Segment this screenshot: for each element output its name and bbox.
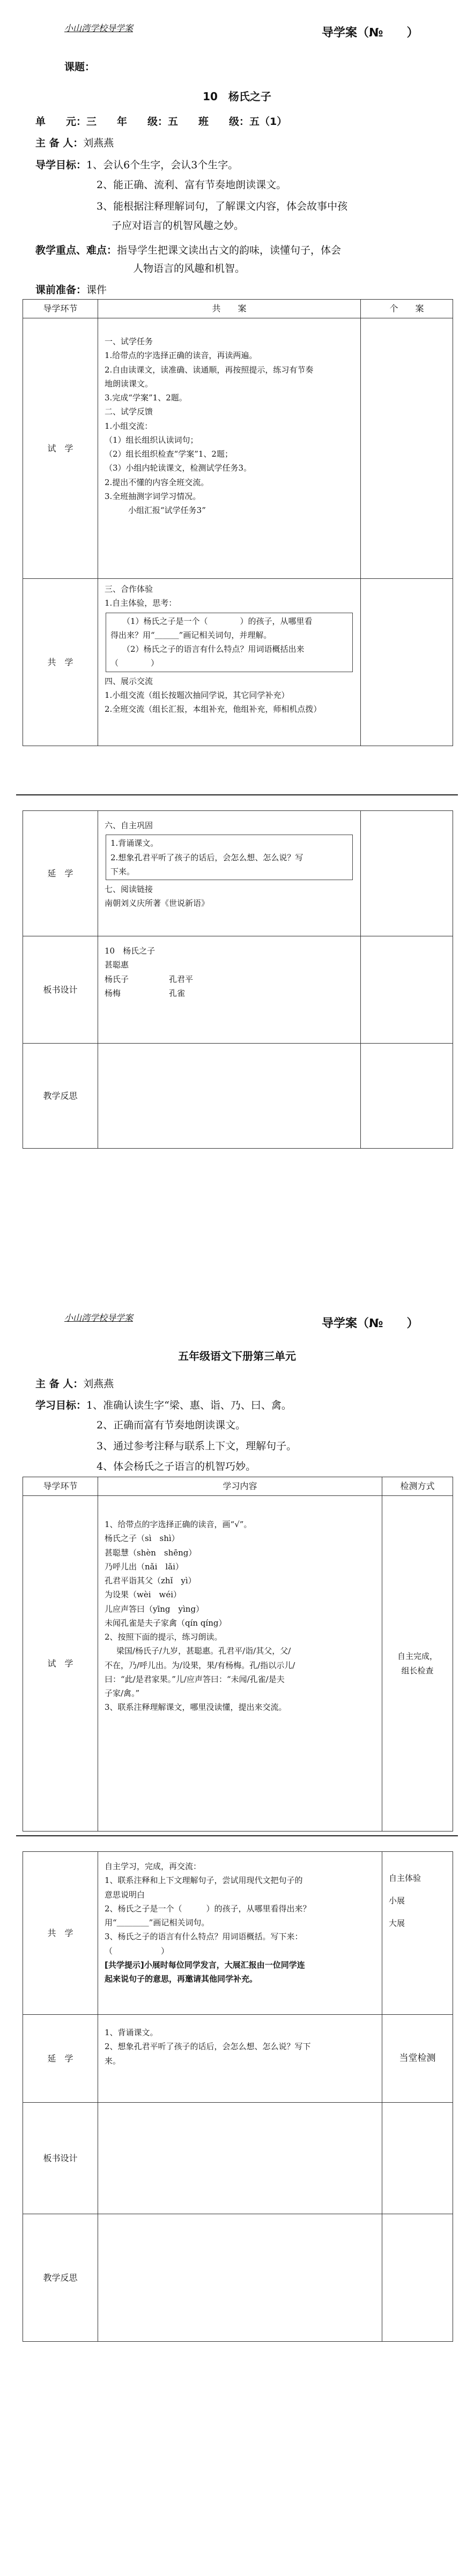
unit-text: 单 元：三 年 级：五 班 级：五（1） [35,116,287,128]
check-line: 小展 [389,1896,405,1905]
share-line: 得出来？用“＿＿＿”画记相关词句，并理解。 [110,630,272,640]
lesson-title: 10 杨氏之子 [203,90,271,103]
extend-task-box [106,835,353,880]
study-plan-table-continued [23,1851,453,2342]
share-content [98,579,361,746]
board-content [98,2103,382,2214]
preparer-label: 主 备 人： [35,1378,84,1390]
row-label-share: 共 学 [23,579,98,746]
topic-label: 课题： [64,61,95,73]
prep-text: 课件 [86,284,107,296]
share-line: 三、合作体验 [105,584,153,594]
extend-line: 七、阅读链接 [105,884,153,894]
header-individual-plan: 个 案 [361,300,453,318]
board-line: 甚聪惠 [105,960,129,970]
goals-line-1 [35,157,238,172]
preparer-line [35,1376,114,1390]
share-line: （ ） [105,1946,169,1956]
study-line: 1.小组交流： [105,421,153,431]
share-line: 2、杨氏之子是一个（ ）的孩子，从哪里看得出来？ [105,1903,311,1914]
key-label: 教学重点、难点： [35,244,117,256]
header-step: 导学环节 [23,1477,98,1496]
study-line: 梁国/杨氏子/九岁，甚聪惠。孔君平/诣/其父，父/ [116,1646,291,1656]
study-line: （2）组长组织检查“学案”1、2题； [105,449,233,459]
study-line: 不在，乃/呼儿出。为/设果，果/有杨梅。孔/指以示儿/ [105,1660,295,1670]
reflect-individual [361,1044,453,1149]
header-step: 导学环节 [23,300,98,318]
extend-line: 2、想象孔君平听了孩子的话后，会怎么想、怎么说？写下 [105,2042,311,2052]
check-line: 自主体验 [389,1873,421,1883]
extend-check: 当堂检测 [382,2015,453,2103]
study-check [382,1496,453,1832]
check-line: 大展 [389,1918,405,1928]
share-line: （2）杨氏之子的语言有什么特点？用词语概括出来 [122,644,305,654]
share-individual [361,579,453,746]
goals-line-1 [35,1397,292,1412]
school-name: 小山湾学校导学案 [64,23,134,33]
share-check [382,1852,453,2015]
row-label-board: 板书设计 [23,936,98,1044]
study-line: 乃呼儿出（nǎi lǎi） [105,1561,183,1572]
row-label-extend: 延 学 [23,2015,98,2103]
study-line: 1.给带点的字选择正确的读音，再读两遍。 [105,351,257,361]
study-line: 曰：“此/是君家果。”儿/应声答曰：“未闻/孔雀/是夫 [105,1674,285,1684]
goals-label: 导学目标： [35,159,87,171]
check-line: 自主完成， [397,1651,438,1662]
row-label-study: 试 学 [23,1496,98,1832]
extend-line: 1.背诵课文。 [110,838,159,848]
goal-text: 3、能根据注释理解词句，了解课文内容，体会故事中孩 [97,200,348,212]
study-line: 2、按照下面的提示，练习朗读。 [105,1632,223,1642]
row-label-reflect: 教学反思 [23,1044,98,1149]
board-individual [361,936,453,1044]
header-content: 学习内容 [98,1477,382,1496]
preparer-line [35,135,114,150]
share-tip: 起来说句子的意思，再邀请其他同学补充。 [105,1974,258,1984]
study-line: 3.完成“学案”1、2题。 [105,393,187,403]
row-label-share: 共 学 [23,1852,98,2015]
share-line: 用“＿＿＿＿”画记相关词句。 [105,1918,210,1927]
share-line: 1、联系注释和上下文理解句子，尝试用现代文把句子的 [105,1875,303,1886]
goal-text: 2、正确而富有节奏地朗读课文。 [97,1419,246,1431]
study-line: 杨氏之子（sì shì） [105,1533,180,1544]
unit-title: 五年级语文下册第三单元 [178,1350,296,1363]
share-line: 自主学习，完成，再交流： [105,1862,202,1871]
extend-line: 2.想象孔君平听了孩子的话后，会怎么想、怎么说？写 [110,852,303,862]
extend-line: 下来。 [110,866,135,876]
extend-individual [361,811,453,936]
study-line: （1）组长组织认读词句； [105,435,198,445]
reflect-content [98,1044,361,1149]
study-line: 为设果（wèi wéi） [105,1590,182,1600]
study-line: （3）小组内轮读课文，检测试学任务3。 [105,463,252,473]
share-line: 1.小组交流（组长按题次抽同学说，其它同学补充） [105,690,290,700]
study-line: 甚聪慧（shèn shēng） [105,1547,197,1558]
goal-text: 1、会认6个生字，会认3个生字。 [86,159,239,171]
study-line: 子家/禽。” [105,1688,140,1698]
goal-text: 2、能正确、流利、富有节奏地朗读课文。 [97,179,287,191]
school-name: 小山湾学校导学案 [64,1313,134,1323]
row-label-study: 试 学 [23,318,98,579]
check-line: 组长检查 [401,1665,434,1676]
study-individual [361,318,453,579]
extend-line: 来。 [105,2056,121,2066]
reflect-check [382,2214,453,2342]
share-line: 1.自主体验，思考： [105,598,177,608]
extend-content [98,2015,382,2103]
goal-text: 子应对语言的机智风趣之妙。 [112,220,245,232]
goal-text: 4、体会杨氏之子语言的机智巧妙。 [97,1461,256,1472]
share-content [98,1852,382,2015]
study-line: 2.提出不懂的内容全班交流。 [105,477,209,487]
extend-line: 1、背诵课文。 [105,2028,158,2037]
board-check [382,2103,453,2214]
share-line: 3、杨氏之子的语言有什么特点？用词语概括。写下来： [105,1932,303,1942]
study-line: 小组汇报“试学任务3” [128,505,206,515]
share-line: 四、展示交流 [105,676,153,686]
share-line: 意思说明白 [105,1889,145,1900]
row-label-reflect: 教学反思 [23,2214,98,2342]
goals-label: 学习目标： [35,1399,87,1411]
study-line: 3、联系注释理解课文，哪里没读懂，提出来交流。 [105,1702,287,1713]
lesson-plan-table [23,299,453,746]
board-content [98,936,361,1044]
key-line-1 [35,242,341,257]
goal-text: 1、准确认读生字“梁、惠、诣、乃、曰、禽。 [86,1399,292,1411]
study-line: 未闻孔雀是夫子家禽（qín qíng） [105,1618,227,1628]
share-tip: [共学提示]小展时每位同学发言，大展汇报由一位同学连 [105,1960,305,1970]
preparer-name: 刘燕燕 [83,137,114,149]
guide-number-label: 导学案（№ ） [322,26,419,40]
study-line: 一、试学任务 [105,337,153,346]
share-question-box [106,613,353,672]
study-line: 2.自由读课文，读准确、读通顺，再按照提示，练习有节奏 [105,364,314,375]
prep-line [35,282,107,296]
extend-line: 六、自主巩固 [105,821,153,830]
prep-label: 课前准备： [35,284,87,296]
header-check: 检测方式 [382,1477,453,1496]
key-text: 指导学生把课文读出古文的韵味，读懂句子，体会 [117,244,342,256]
share-line: （ ） [110,658,159,668]
share-line: （1）杨氏之子是一个（ ）的孩子，从哪里看 [122,616,313,626]
divider [16,1835,458,1836]
preparer-label: 主 备 人： [35,137,84,149]
share-line: 2.全班交流（组长汇报，本组补充，他组补充，师相机点拨） [105,704,322,714]
board-line: 杨氏子 孔君平 [105,974,194,984]
key-text: 人物语言的风趣和机智。 [133,263,246,274]
board-line: 杨梅 孔雀 [105,988,186,998]
lesson-plan-table-continued [23,810,453,1149]
goal-text: 3、通过参考注释与联系上下文，理解句子。 [97,1440,297,1452]
extend-line: 南朝刘义庆所著《世说新语》 [105,898,210,909]
study-plan-table [23,1477,453,1832]
row-label-extend: 延 学 [23,811,98,936]
study-line: 二、试学反馈 [105,407,153,417]
extend-content [98,811,361,936]
study-line: 孔君平诣其父（zhǐ yì） [105,1576,196,1585]
study-line: 地朗读课文。 [105,378,153,389]
unit-line [35,114,287,128]
preparer-name: 刘燕燕 [83,1378,114,1390]
study-content [98,1496,382,1832]
study-content [98,318,361,579]
study-line: 儿应声答曰（yīng yìng） [105,1604,204,1614]
study-line: 1、给带点的字选择正确的读音，画“√”。 [105,1520,252,1529]
study-line: 3.全班抽测字词学习情况。 [105,491,201,501]
header-common-plan: 共 案 [98,300,361,318]
guide-number-label: 导学案（№ ） [322,1317,419,1330]
row-label-board: 板书设计 [23,2103,98,2214]
reflect-content [98,2214,382,2342]
divider [16,794,458,795]
board-line: 10 杨氏之子 [105,946,155,956]
